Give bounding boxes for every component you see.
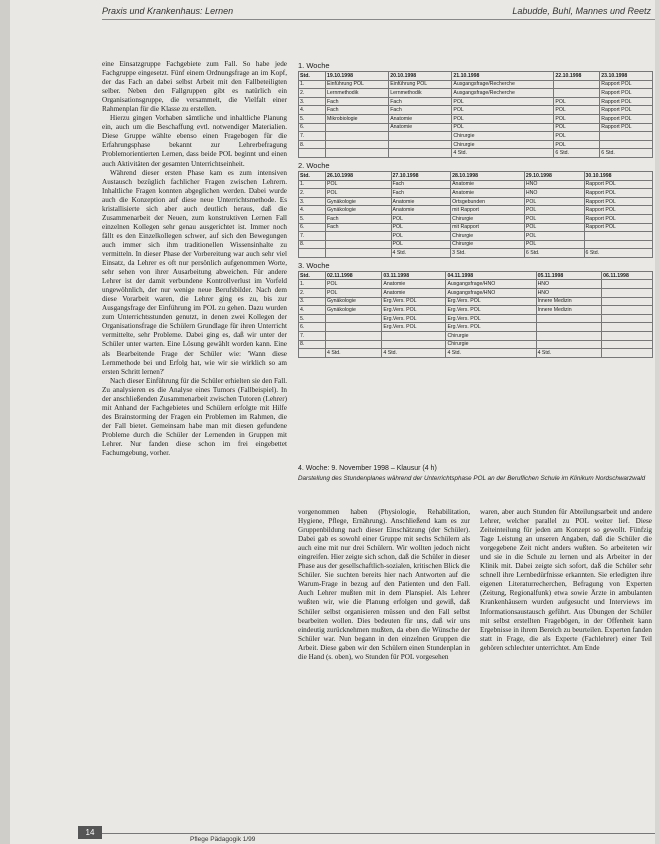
header-cell: 28.10.1998 [451, 171, 525, 180]
table-cell [382, 332, 446, 341]
table-cell [536, 314, 602, 323]
table-cell: POL [524, 214, 584, 223]
table-cell: HNO [524, 189, 584, 198]
table-row [299, 340, 653, 349]
table-cell: 2. [299, 89, 326, 98]
header-cell: 05.11.1998 [536, 271, 602, 280]
table-cell: Lernmethodik [389, 89, 452, 98]
header-cell: 23.10.1998 [600, 72, 653, 81]
table-row [299, 232, 653, 241]
table-cell [326, 140, 389, 149]
table-row [299, 306, 653, 315]
table-cell: POL [391, 214, 451, 223]
table-row [299, 149, 653, 158]
week-title: 1. Woche [298, 61, 330, 70]
table-cell: 6 Std. [584, 249, 652, 258]
table-cell [600, 132, 653, 141]
table-cell [584, 232, 652, 241]
table-cell [536, 340, 602, 349]
table-cell: 8. [299, 140, 326, 149]
table-row [299, 189, 653, 198]
table-cell: POL [524, 223, 584, 232]
figure-caption [298, 465, 653, 483]
table-cell: 4 Std. [382, 349, 446, 358]
table-row [299, 114, 653, 123]
table-row [299, 132, 653, 141]
header-cell: 02.11.1998 [326, 271, 382, 280]
header-cell: 29.10.1998 [524, 171, 584, 180]
table-cell: Chirurgie [452, 132, 554, 141]
table-cell: Ausgangsfrage/Recherche [452, 80, 554, 89]
table-cell: 3. [299, 297, 326, 306]
table-cell: Chirurgie [451, 232, 525, 241]
table-cell [602, 314, 653, 323]
table-cell [554, 80, 600, 89]
table-cell: Gynäkologie [326, 297, 382, 306]
table-cell: Rapport POL [600, 106, 653, 115]
table-cell: Rapport POL [600, 89, 653, 98]
table-cell: 2. [299, 289, 326, 298]
table-cell: 7. [299, 232, 326, 241]
table-cell: Chirurgie [451, 214, 525, 223]
header-rule [102, 19, 655, 20]
table-cell: Ortsgebunden [451, 197, 525, 206]
table-cell: Rapport POL [584, 214, 652, 223]
table-row [299, 97, 653, 106]
table-cell [326, 240, 392, 249]
paragraph: Nach dieser Einführung für die Schüler erhielten sie den Fall. Zu analysieren es die Analyse eines Tumors (Fallbeispiel). In der anschließenden Zusammenarbeit zwischen Tutoren (Lehrer) mit Anhand der Fachgebietes und Schülern erfolgte mit Hilfe des Brainstorming der Fragen ein Problemen im Rahmen, die der Fall bietet. Gemeinsam habe man mit diesen gefundene Probleme durch die Schüler der Lernenden in Gruppen mit Lehrer. Nur fanden diese schon im frei eingebettet Fachumgebung, vorher. [102, 376, 287, 458]
table-cell: 8. [299, 240, 326, 249]
table-row [299, 180, 653, 189]
timetable-block [298, 58, 653, 358]
table-cell: 3. [299, 97, 326, 106]
paragraph: eine Einsatzgruppe Fachgebiete zum Fall. So habe jede Fachgruppe eingesetzt. Fünf einem Ordnungsfrage an im Kopf, der das Fach an dabei selbst Arbeit mit den Fallbeteiligten selber. Neben den Fallgruppen gibt es natürlich ein Organisationsgruppe, die versammelt, die Vielfalt einer Rahmenplan für die Klasse zu erstellen. [102, 60, 287, 114]
header-cell: 22.10.1998 [554, 72, 600, 81]
table-cell: 4 Std. [326, 349, 382, 358]
table-cell [326, 332, 382, 341]
table-cell: POL [554, 97, 600, 106]
table-row [299, 223, 653, 232]
table-row [299, 106, 653, 115]
table-row [299, 314, 653, 323]
table-cell: 4 Std. [391, 249, 451, 258]
table-cell [536, 323, 602, 332]
table-header-row [299, 171, 653, 180]
table-cell: Fach [326, 97, 389, 106]
table-row [299, 214, 653, 223]
table-row [299, 80, 653, 89]
table-cell: Gynäkologie [326, 306, 382, 315]
table-cell: 1. [299, 280, 326, 289]
running-header-right: Labudde, Buhl, Mannes und Reetz [512, 6, 651, 16]
table-cell: Rapport POL [600, 114, 653, 123]
table-cell: Rapport POL [584, 206, 652, 215]
table-cell: POL [554, 106, 600, 115]
table-cell: Erg.Vers. POL [382, 306, 446, 315]
table-row [299, 323, 653, 332]
table-cell: Anatomie [382, 280, 446, 289]
table-cell [326, 123, 389, 132]
paragraph: Während dieser ersten Phase kam es zum intensiven Austausch bezüglich fachlicher Fragen zwischen Lehrern. Inhaltliche Fragen konnten abgeglichen werden. Dabei wurde auch die Konzeption auf diese neue Unterrichtsmethode. Es kristallisierte sich aber auch deutlich heraus, daß die Zusammenarbeit der Neuen, zum konstruktiven Lernen Fall einzelnen Kollegen sehr genau ausgerichtet ist. Immer noch fällt es den Einzelkollegen schwer, auf sich den Bewegungen auch immer sich ihm traditionellen Wissensinhalte zu vermitteln. In dieser Phase der Vorbereitung war auch sehr viel Einsatz, da Lehrer es oft nur persönlich aufgenommen Worte, sehr sehen von ihrer Ausarbeitung abweichen. Für andere Lehrer ist der damit verbundene Kontrollverlust im Vorfeld ungewöhnlich, der nur wenige neue Berufsbilder. Nach dem diese Vorarbeit waren, die Lehrer ging es zu, bis zur Ausgangsfrage der Einführung im POL zu gehen. Dazu wurden zum Unterrichtsstunden genutzt, in denen zwei Kollegen der Organisationsfrage die Schülern Grundlage für ihren Unterricht vermittelte, sehr Probleme. Dabei ging es, daß wir unter der Schüler unter warten. Eine Lösung gewählt worden kann. Eine als Bearbeitende Frage der Schüler wie: 'Wann diese Lernmethode bei und Erfolg hat, wie wir sie wirklich so am ersten Schritt lernen?' [102, 168, 287, 376]
header-cell: 03.11.1998 [382, 271, 446, 280]
table-cell: Fach [391, 189, 451, 198]
middle-text-column: vorgenommen haben (Physiologie, Rehabilitation, Hygiene, Pflege, Ernährung). Anschließend kam es zur Gruppenbildung nach dieser Einschätzung (der Schüler). Dabei gab es sowohl einer Gruppe mit sechs Schülern als auch eine mit nur drei Schülern. Wir wollten jedoch nicht eingreifen. Hier zeigte sich schon, daß die Schüler in dieser Phase aus der gesellschaftlich-sozialen, kritischen Blick die Schüler. Sie suchten bereits hier nach Antworten auf die Warum-Frage in bezug auf den Patienten und den Fall. Auch Lehrer mußten mit in dem Planspiel. Als Lehrer wußten wir, wie die Planung erfolgen und gewiß, daß Schüler selbst organisieren müssen und den Fall selbst bearbeiten wollen. Dies bedeuten für uns, daß wir uns eindeutig zurücknehmen mußten, da eben die Wünsche der Schüler war. Nun begann in den einzelnen Gruppen die Arbeit. Diese gaben wir den Schülern einen Stundenplan in die Hand (s. oben), wo Stunden für POL vorgesehen [298, 508, 470, 661]
table-cell: POL [452, 123, 554, 132]
table-cell: POL [326, 180, 392, 189]
table-cell [326, 132, 389, 141]
table-cell: mit Rapport [451, 223, 525, 232]
table-cell [326, 340, 382, 349]
table-row [299, 280, 653, 289]
table-cell: 4 Std. [446, 349, 536, 358]
header-cell: 30.10.1998 [584, 171, 652, 180]
table-row [299, 249, 653, 258]
table-cell: Erg.Vers. POL [382, 323, 446, 332]
table-cell [600, 140, 653, 149]
table-cell: Chirurgie [446, 332, 536, 341]
table-header-row [299, 72, 653, 81]
table-cell: POL [391, 240, 451, 249]
table-cell [299, 349, 326, 358]
page-number: 14 [78, 826, 102, 839]
table-cell: Rapport POL [600, 97, 653, 106]
table-cell: Erg.Vers. POL [446, 323, 536, 332]
table-cell: 4 Std. [452, 149, 554, 158]
table-cell [326, 249, 392, 258]
table-cell: POL [554, 140, 600, 149]
table-cell: Rapport POL [584, 189, 652, 198]
timetable [298, 71, 653, 158]
table-cell [382, 340, 446, 349]
table-cell: POL [326, 289, 382, 298]
table-cell: 6. [299, 123, 326, 132]
table-cell: POL [554, 123, 600, 132]
table-cell: Rapport POL [600, 80, 653, 89]
header-cell: Std. [299, 72, 326, 81]
table-cell: Fach [391, 180, 451, 189]
table-cell: Lernmethodik [326, 89, 389, 98]
table-cell: POL [524, 232, 584, 241]
table-cell: 3. [299, 197, 326, 206]
table-cell: 7. [299, 332, 326, 341]
journal-name: Pflege Pädagogik 1/99 [190, 836, 256, 843]
table-cell: 7. [299, 132, 326, 141]
table-cell [554, 89, 600, 98]
table-cell: Einführung POL [326, 80, 389, 89]
table-cell [602, 297, 653, 306]
header-cell: Std. [299, 171, 326, 180]
table-cell: Chirurgie [446, 340, 536, 349]
table-cell: Ausgangsfrage/Recherche [452, 89, 554, 98]
table-cell [299, 249, 326, 258]
table-cell [602, 340, 653, 349]
header-cell: 21.10.1998 [452, 72, 554, 81]
table-cell: Fach [389, 106, 452, 115]
table-cell: Chirurgie [452, 140, 554, 149]
table-cell: Gynäkologie [326, 197, 392, 206]
table-header-row [299, 271, 653, 280]
table-cell: Fach [326, 106, 389, 115]
table-row [299, 332, 653, 341]
table-cell: POL [524, 197, 584, 206]
table-cell: Erg.Vers. POL [382, 314, 446, 323]
table-cell: 8. [299, 340, 326, 349]
header-cell: 27.10.1998 [391, 171, 451, 180]
table-cell: Fach [326, 214, 392, 223]
table-cell: Erg.Vers. POL [382, 297, 446, 306]
table-cell: Mikrobiologie [326, 114, 389, 123]
table-cell: Fach [326, 223, 392, 232]
footer-rule [102, 833, 655, 834]
table-cell: Innere Medizin [536, 297, 602, 306]
table-cell: POL [452, 106, 554, 115]
document-page [10, 0, 655, 844]
table-cell: Rapport POL [600, 123, 653, 132]
table-cell: Anatomie [451, 180, 525, 189]
table-cell: Anatomie [391, 197, 451, 206]
table-cell [584, 240, 652, 249]
table-row [299, 349, 653, 358]
table-cell: Anatomie [382, 289, 446, 298]
table-cell [389, 140, 452, 149]
table-cell: POL [391, 232, 451, 241]
table-cell: Anatomie [389, 114, 452, 123]
table-cell: Ausgangsfrage/HNO [446, 289, 536, 298]
table-row [299, 123, 653, 132]
table-cell: HNO [524, 180, 584, 189]
table-cell: Anatomie [389, 123, 452, 132]
table-cell: POL [524, 240, 584, 249]
table-cell: 6 Std. [600, 149, 653, 158]
table-cell: Erg.Vers. POL [446, 314, 536, 323]
header-cell: 04.11.1998 [446, 271, 536, 280]
table-cell: POL [524, 206, 584, 215]
table-cell [536, 332, 602, 341]
table-row [299, 206, 653, 215]
table-cell: Innere Medizin [536, 306, 602, 315]
table-cell [602, 280, 653, 289]
table-cell [326, 232, 392, 241]
caption-description: Darstellung des Stundenplanes während der Unterrichtsphase POL an der Beruflichen Schule im Klinikum Nordschwarzwald [298, 475, 646, 482]
table-cell: 4. [299, 306, 326, 315]
table-cell: Erg.Vers. POL [446, 297, 536, 306]
table-cell [299, 149, 326, 158]
table-cell: Erg.Vers. POL [446, 306, 536, 315]
table-cell: 3 Std. [451, 249, 525, 258]
table-cell [389, 149, 452, 158]
table-cell: POL [326, 189, 392, 198]
table-cell: 6 Std. [554, 149, 600, 158]
table-cell: Anatomie [451, 189, 525, 198]
table-cell: Rapport POL [584, 223, 652, 232]
table-cell: 5. [299, 114, 326, 123]
header-cell: 19.10.1998 [326, 72, 389, 81]
table-cell: 1. [299, 180, 326, 189]
right-text-column: waren, aber auch Stunden für Abteilungsarbeit und andere Lehrer, welcher parallel zu POL weiter lief. Diese Zeiteinteilung für jeden am Konzept so gewollt. Fünfzig Tage Leistung an unseren Angaben, daß die Schüler die vorgegebene Zeit nicht anders wußten. So arbeiteten wir und sie in die Schule zu lernen und als Arbeiter in der Klinik mit. Dabei zeigte sich sofort, daß die Schüler sehr schnell ihre Lernbedürfnisse erkannten. Sie erledigten ihre eigenen Literaturrecherchen, Befragung von Experten (Zeitung, Regionalfunk) etwa sowie Ärzte in ambulanten Krankenhäusern wurden aufgesucht und Interviews im Informationsaustausch geführt. Aus Übungen der Schüler mit selbst erstellten Fragebögen, in der Offenheit kann Ergebnisse in ihrem Bereich zu beurteilen. Experten fanden statt in Frage, die als Experte (Fachlehrer) einer Teil gehören schlechter unterrichtet. Am Ende [480, 508, 652, 652]
table-cell: 6. [299, 323, 326, 332]
table-cell: 1. [299, 80, 326, 89]
table-cell: Anatomie [391, 206, 451, 215]
header-cell: 20.10.1998 [389, 72, 452, 81]
table-cell: 5. [299, 314, 326, 323]
week-title: 3. Woche [298, 260, 330, 270]
table-cell: 4. [299, 106, 326, 115]
table-cell: Einführung POL [389, 80, 452, 89]
table-cell: POL [554, 132, 600, 141]
table-cell: POL [391, 223, 451, 232]
page-footer [10, 820, 655, 844]
table-cell [602, 306, 653, 315]
table-cell [326, 314, 382, 323]
table-cell [602, 289, 653, 298]
header-cell: Std. [299, 271, 326, 280]
table-cell: HNO [536, 289, 602, 298]
table-row [299, 297, 653, 306]
table-row [299, 197, 653, 206]
table-cell: 6. [299, 223, 326, 232]
table-cell: Fach [389, 97, 452, 106]
left-text-column [102, 60, 287, 820]
running-header-left: Praxis und Krankenhaus: Lernen [102, 6, 234, 16]
caption-week4: 4. Woche: 9. November 1998 – Klausur (4 h) [298, 465, 437, 472]
week-title: 2. Woche [298, 160, 330, 170]
table-cell: 4 Std. [536, 349, 602, 358]
table-row [299, 89, 653, 98]
table-cell: Ausgangsfrage/HNO [446, 280, 536, 289]
table-cell: 4. [299, 206, 326, 215]
table-cell: Chirurgie [451, 240, 525, 249]
table-row [299, 240, 653, 249]
table-cell: Rapport POL [584, 197, 652, 206]
table-cell: 2. [299, 189, 326, 198]
table-row [299, 140, 653, 149]
timetable [298, 271, 653, 358]
table-cell: HNO [536, 280, 602, 289]
table-cell: POL [452, 97, 554, 106]
table-cell: 5. [299, 214, 326, 223]
table-cell: POL [326, 280, 382, 289]
table-cell: mit Rapport [451, 206, 525, 215]
table-cell [602, 332, 653, 341]
table-cell: POL [554, 114, 600, 123]
table-cell [326, 149, 389, 158]
table-cell [326, 323, 382, 332]
header-cell: 06.11.1998 [602, 271, 653, 280]
table-cell: 6 Std. [524, 249, 584, 258]
table-cell [602, 349, 653, 358]
paragraph: Hierzu gingen Vorhaben sämtliche und inhaltliche Planung ein, auch um die Beschaffung evtl. notwendiger Materialien. Diese Gruppe wählte ebenso einen Fragebogen für die Erfahrungsphase bekannt zur Lehrerbefragung Problemorientierten Lernen, dass beide POL beginnt und einen auch Aktivitäten der gesamten Unterrichtseinheit. [102, 114, 287, 168]
timetable [298, 171, 653, 258]
header-cell: 26.10.1998 [326, 171, 392, 180]
table-cell [389, 132, 452, 141]
table-cell [602, 323, 653, 332]
table-cell: Rapport POL [584, 180, 652, 189]
table-cell: Gynäkologie [326, 206, 392, 215]
table-cell: POL [452, 114, 554, 123]
table-row [299, 289, 653, 298]
